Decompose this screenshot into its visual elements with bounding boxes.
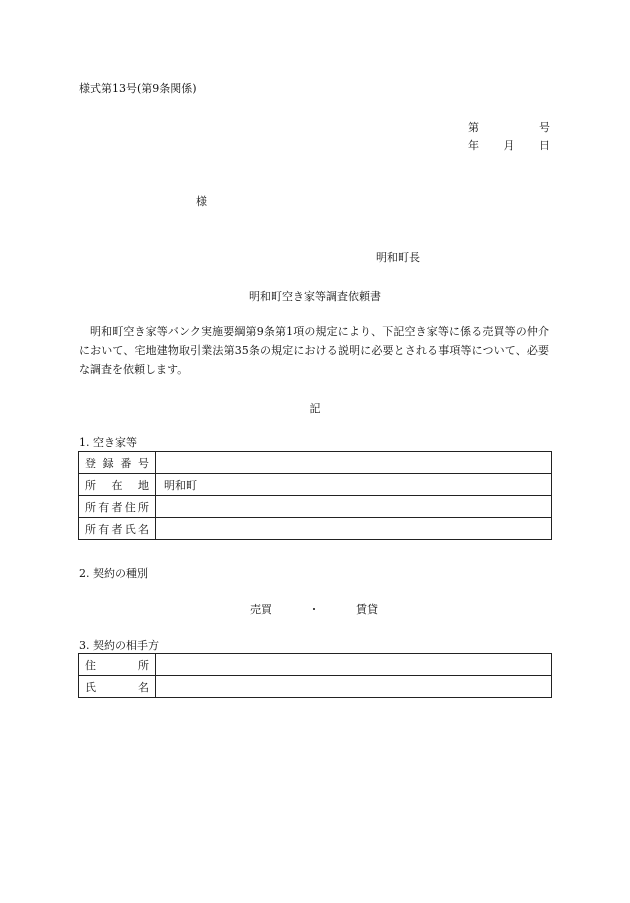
row-label bbox=[79, 676, 156, 698]
document-number bbox=[468, 119, 550, 135]
label-char: 地 bbox=[138, 478, 149, 492]
table-row bbox=[79, 518, 552, 540]
table-row bbox=[79, 676, 552, 698]
counterparty-name-field[interactable] bbox=[156, 676, 552, 698]
date-day: 日 bbox=[539, 139, 550, 152]
section2-heading: 2. 契約の種別 bbox=[79, 567, 148, 580]
label-char: 登 bbox=[85, 456, 96, 470]
registration-number-field[interactable] bbox=[156, 452, 552, 474]
label-char: 号 bbox=[137, 456, 149, 470]
label-char: 者 bbox=[111, 522, 123, 536]
table-row bbox=[79, 496, 552, 518]
label-char: 所 bbox=[85, 478, 96, 492]
location-field[interactable]: 明和町 bbox=[156, 474, 552, 496]
body-paragraph: 明和町空き家等バンク実施要綱第9条第1項の規定により、下記空き家等に係る売買等の仲介において、宅地建物取引業法第35条の規定における説明に必要とされる事項等について、必要な調査を依頼します。 bbox=[79, 325, 549, 376]
label-char: 録 bbox=[102, 456, 114, 470]
label-char: 名 bbox=[138, 522, 149, 536]
owner-name-field[interactable] bbox=[156, 518, 552, 540]
option-separator: ・ bbox=[308, 603, 320, 616]
owner-address-field[interactable] bbox=[156, 496, 552, 518]
contract-type-options bbox=[250, 601, 378, 617]
number-suffix: 号 bbox=[539, 121, 550, 134]
form-identifier: 様式第13号(第9条関係) bbox=[79, 82, 197, 95]
table-row bbox=[79, 654, 552, 676]
number-prefix: 第 bbox=[468, 121, 479, 134]
label-char: 在 bbox=[111, 478, 123, 492]
ki-marker: 記 bbox=[309, 402, 321, 415]
section3-heading: 3. 契約の相手方 bbox=[79, 639, 159, 652]
document-date bbox=[468, 137, 550, 153]
label-char: 氏 bbox=[85, 680, 96, 694]
label-char: 名 bbox=[138, 680, 149, 694]
date-month: 月 bbox=[503, 139, 515, 152]
row-label bbox=[79, 474, 156, 496]
label-char: 有 bbox=[98, 500, 110, 514]
section1-heading: 1. 空き家等 bbox=[79, 436, 137, 449]
date-year: 年 bbox=[468, 139, 479, 152]
vacant-house-table bbox=[78, 451, 552, 540]
row-label bbox=[79, 496, 156, 518]
table-row bbox=[79, 474, 552, 496]
table-row bbox=[79, 452, 552, 474]
label-char: 者 bbox=[111, 500, 123, 514]
row-label bbox=[79, 654, 156, 676]
label-char: 住 bbox=[124, 500, 136, 514]
counterparty-table bbox=[78, 653, 552, 698]
label-char: 番 bbox=[120, 456, 132, 470]
label-char: 所 bbox=[85, 522, 96, 536]
row-label bbox=[79, 518, 156, 540]
option-lease[interactable]: 賃貸 bbox=[356, 603, 378, 616]
sender: 明和町長 bbox=[376, 251, 420, 264]
document-title: 明和町空き家等調査依頼書 bbox=[249, 290, 381, 303]
label-char: 住 bbox=[85, 658, 96, 672]
label-char: 所 bbox=[138, 658, 149, 672]
row-label bbox=[79, 452, 156, 474]
label-char: 所 bbox=[138, 500, 149, 514]
counterparty-address-field[interactable] bbox=[156, 654, 552, 676]
option-sale[interactable]: 売買 bbox=[250, 603, 272, 616]
label-char: 所 bbox=[85, 500, 96, 514]
label-char: 有 bbox=[98, 522, 110, 536]
addressee: 様 bbox=[196, 195, 207, 208]
label-char: 氏 bbox=[124, 522, 136, 536]
